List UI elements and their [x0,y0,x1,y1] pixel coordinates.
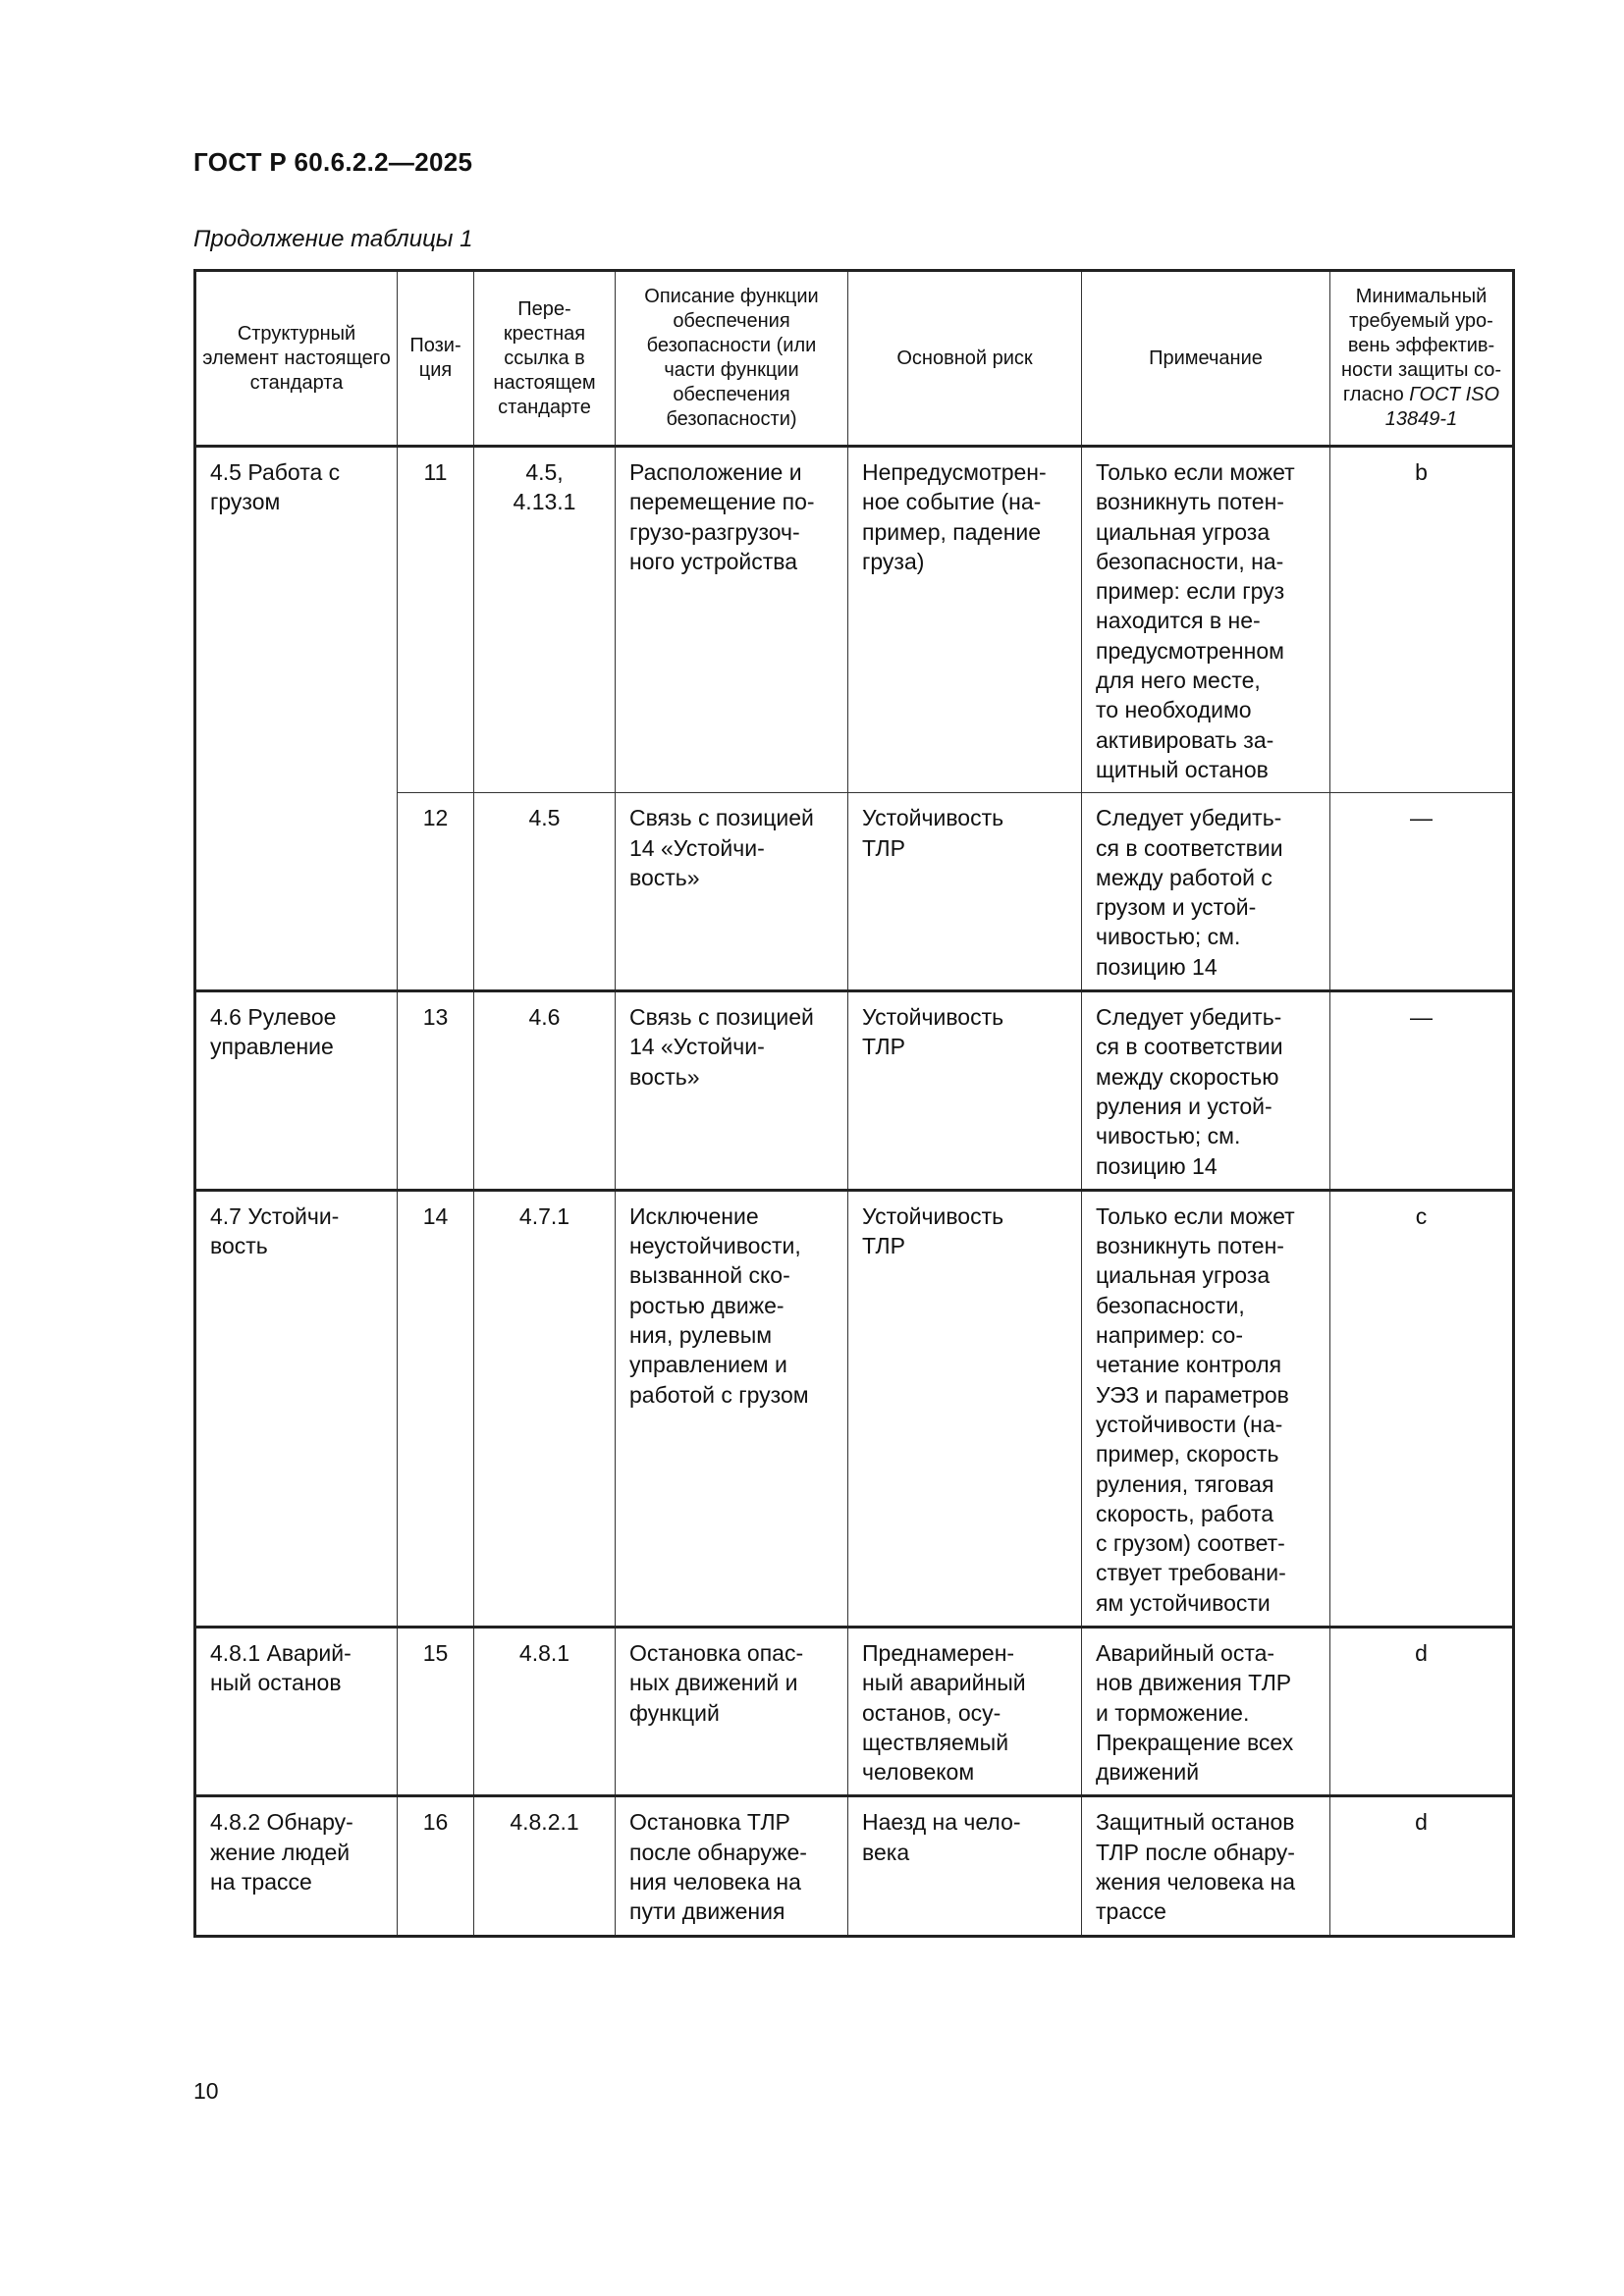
cell-reference: 4.5 [474,793,616,991]
requirements-table [193,269,1515,1938]
col-header-description: Описание функции обеспечения безопасности (или части функции обеспечения безопасности) [616,271,848,447]
col-header-position: Пози- ция [398,271,474,447]
cell-level: b [1330,447,1514,793]
table-row [195,1627,1514,1795]
table-row [195,1796,1514,1936]
cell-element: 4.8.1 Аварий- ный останов [195,1627,398,1795]
cell-reference: 4.8.2.1 [474,1796,616,1936]
cell-risk: Устойчивость ТЛР [848,1190,1082,1627]
cell-position: 14 [398,1190,474,1627]
table-row [195,447,1514,793]
cell-note: Аварийный оста- нов движения ТЛР и торможение. Прекращение всех движений [1082,1627,1330,1795]
cell-risk: Непредусмотрен- ное событие (на- пример, падение груза) [848,447,1082,793]
cell-reference: 4.7.1 [474,1190,616,1627]
cell-element: 4.7 Устойчи- вость [195,1190,398,1627]
cell-position: 12 [398,793,474,991]
col-header-risk: Основной риск [848,271,1082,447]
document-header: ГОСТ Р 60.6.2.2—2025 [193,147,473,177]
cell-description: Исключение неустойчивости, вызванной ско- ростью движе- ния, рулевым управлением и работой с грузом [616,1190,848,1627]
table-row [195,991,1514,1191]
cell-level: — [1330,991,1514,1191]
cell-risk: Наезд на чело- века [848,1796,1082,1936]
cell-element: 4.6 Рулевое управление [195,991,398,1191]
cell-reference: 4.8.1 [474,1627,616,1795]
cell-element: 4.8.2 Обнару- жение людей на трассе [195,1796,398,1936]
cell-position: 16 [398,1796,474,1936]
table-caption: Продолжение таблицы 1 [193,226,473,252]
col-header-level-text: Минимальный требуемый уро- вень эффектив- ности защиты со- гласно [1340,286,1502,405]
cell-level: d [1330,1796,1514,1936]
page-number: 10 [193,2078,219,2104]
cell-level: — [1330,793,1514,991]
cell-risk: Устойчивость ТЛР [848,991,1082,1191]
col-header-note: Примечание [1082,271,1330,447]
cell-note: Следует убедить- ся в соответствии между работой с грузом и устой- чивостью; см. позицию 14 [1082,793,1330,991]
cell-description: Остановка ТЛР после обнаруже- ния человека на пути движения [616,1796,848,1936]
col-header-reference: Пере- крестная ссылка в настоящем стандарте [474,271,616,447]
cell-note: Только если может возникнуть потен- циальная угроза безопасности, например: со- четание контроля УЭЗ и параметров устойчивости (на- пример, скорость руления, тяговая скорость, работа с грузом) соответ- ствует требовани- ям устойчивости [1082,1190,1330,1627]
col-header-level-standard: ГОСТ ISO 13849-1 [1384,384,1500,430]
table-header-row [195,271,1514,447]
cell-level: d [1330,1627,1514,1795]
cell-note: Защитный останов ТЛР после обнару- жения человека на трассе [1082,1796,1330,1936]
cell-description: Расположение и перемещение по- грузо-разгрузоч- ного устройства [616,447,848,793]
cell-description: Связь с позицией 14 «Устойчи- вость» [616,991,848,1191]
col-header-element: Структурный элемент настоящего стандарта [195,271,398,447]
cell-note: Следует убедить- ся в соответствии между скоростью руления и устой- чивостью; см. позицию 14 [1082,991,1330,1191]
cell-description: Остановка опас- ных движений и функций [616,1627,848,1795]
cell-position: 15 [398,1627,474,1795]
cell-element: 4.5 Работа с грузом [195,447,398,991]
col-header-level [1330,271,1514,447]
cell-reference: 4.5, 4.13.1 [474,447,616,793]
cell-position: 11 [398,447,474,793]
cell-level: c [1330,1190,1514,1627]
cell-risk: Преднамерен- ный аварийный останов, осу- ществляемый человеком [848,1627,1082,1795]
cell-risk: Устойчивость ТЛР [848,793,1082,991]
cell-note: Только если может возникнуть потен- циальная угроза безопасности, на- пример: если груз находится в не- предусмотренном для него месте, то необходимо активировать за- щитный останов [1082,447,1330,793]
cell-description: Связь с позицией 14 «Устойчи- вость» [616,793,848,991]
cell-position: 13 [398,991,474,1191]
cell-reference: 4.6 [474,991,616,1191]
table-row [195,1190,1514,1627]
